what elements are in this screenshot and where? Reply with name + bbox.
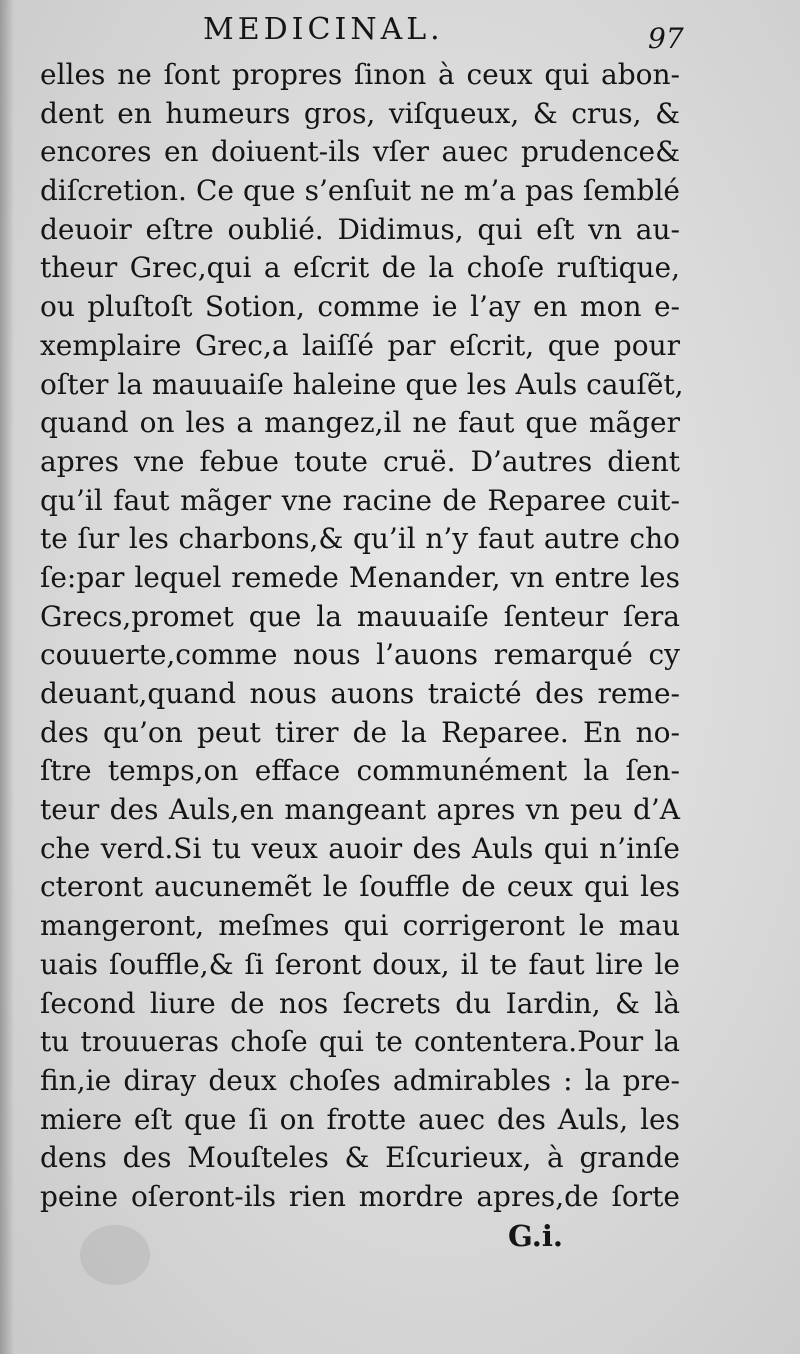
text-line: encores en doiuent-ils vſer auec prudence& — [40, 135, 680, 169]
text-line: apres vne febue toute cruë. D’autres dient — [40, 444, 680, 478]
text-line: Grecs,promet que la mauuaiſe ſenteur ſera — [40, 599, 680, 633]
text-line: couuerte,comme nous l’auons remarqué cy — [40, 638, 680, 672]
text-line: mangeront, meſmes qui corrigeront le mau — [40, 909, 680, 943]
text-line: elles ne ſont propres ſinon à ceux qui abon- — [40, 58, 680, 91]
page-number: 97 — [648, 22, 684, 55]
text-line: che verd.Si tu veux auoir des Auls qui n’inſe — [40, 831, 680, 865]
text-line: qu’il faut mãger vne racine de Reparee cuit- — [40, 483, 680, 517]
text-line: quand on les a mangez,il ne faut que mãger — [40, 406, 680, 440]
text-line: deuoir eſtre oublié. Didimus, qui eſt vn au- — [40, 212, 680, 246]
text-line: deuant,quand nous auons traicté des reme- — [40, 677, 680, 710]
text-line: diſcretion. Ce que s’enſuit ne m’a pas ſemblé — [40, 174, 680, 208]
text-line: fin,ie diray deux choſes admirables : la pre- — [40, 1063, 680, 1097]
text-line: peine oſeront-ils rien mordre apres,de ſorte — [40, 1179, 680, 1213]
text-line: oſter la mauuaiſe haleine que les Auls cauſẽt, — [40, 367, 684, 401]
text-line: te ſur les charbons,& qu’il n’y faut autre cho — [40, 522, 680, 556]
text-line: dent en humeurs gros, viſqueux, & crus, & — [40, 96, 680, 130]
text-line: ſe:par lequel remede Menander, vn entre les — [40, 560, 680, 594]
text-line: des qu’on peut tirer de la Reparee. En no- — [40, 715, 680, 749]
text-line: ſecond liure de nos ſecrets du Iardin, & là — [40, 986, 680, 1020]
text-line: cteront aucunemẽt le ſouffle de ceux qui les — [40, 870, 680, 904]
paper-stain — [80, 1225, 150, 1285]
text-line: xemplaire Grec,a laiſſé par eſcrit, que pour — [40, 328, 680, 362]
text-line: tu trouueras choſe qui te contentera.Pour la — [40, 1025, 680, 1059]
running-head: MEDICINAL. — [203, 12, 444, 47]
text-line: theur Grec,qui a eſcrit de la choſe ruſtique, — [40, 251, 680, 285]
text-line: dens des Mouſteles & Eſcurieux, à grande — [40, 1141, 680, 1175]
body-text — [40, 56, 684, 1217]
page-gutter-shadow — [0, 0, 14, 1354]
text-line: ou pluſtoſt Sotion, comme ie l’ay en mon e- — [40, 290, 680, 324]
text-line: ſtre temps,on efface communément la ſen- — [40, 754, 680, 788]
text-line: miere eſt que ſi on frotte auec des Auls, les — [40, 1102, 680, 1136]
text-line: uais ſouffle,& ſi ſeront doux, il te faut lire le — [40, 947, 680, 981]
text-line: teur des Auls,en mangeant apres vn peu d’A — [40, 793, 680, 827]
signature-mark: G.i. — [508, 1219, 563, 1253]
